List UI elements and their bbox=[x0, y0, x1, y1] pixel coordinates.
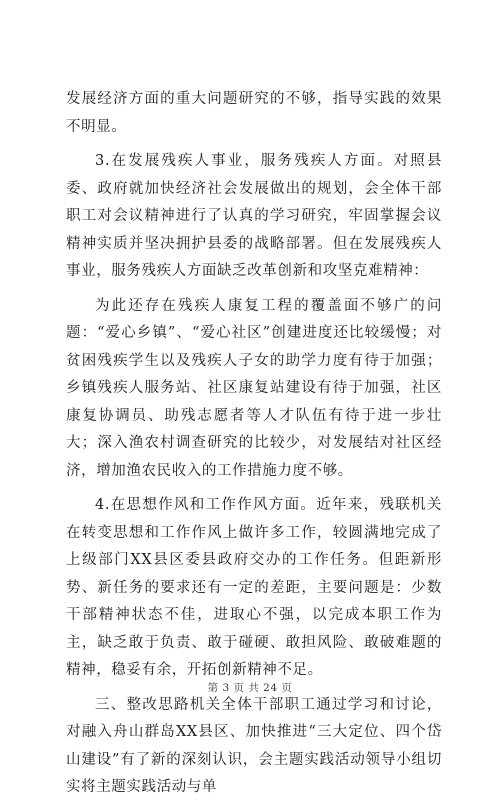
page-footer: 第 3 页 共 24 页 bbox=[207, 682, 293, 694]
paragraph-item-3: 3.在发展残疾人事业，服务残疾人方面。对照县委、政府就加快经济社会发展做出的规划，会全体干部职工对会议精神进行了认真的学习研究，牢固掌握会议精神实质并坚决拥护县委的战略部署。但在发展残疾人事业，服务残疾人方面缺乏改革创新和攻坚克难精神： bbox=[66, 153, 442, 279]
paragraph-item-4: 4.在思想作风和工作作风方面。近年来，残联机关在转变思想和工作作风上做许多工作，较圆满地完成了上级部门XX县区委县政府交办的工作任务。但距新形势、新任务的要求还有一定的差距，主要问题是：少数干部精神状态不佳，进取心不强，以完成本职工作为主，缺乏敢于负责、敢于碰硬、敢担风险、敢破难题的精神，稳妥有余，开拓创新精神不足。 bbox=[66, 497, 442, 678]
document-body bbox=[66, 86, 442, 809]
paragraph-section-3: 三、整改思路机关全体干部职工通过学习和讨论，对融入舟山群岛XX县区、加快推进“三大定位、四个岱山建设”有了新的深刻认识，会主题实践活动领导小组切实将主题实践活动与单 bbox=[66, 696, 442, 795]
paragraph-continuation: 发展经济方面的重大问题研究的不够，指导实践的效果不明显。 bbox=[66, 91, 442, 135]
paragraph-problems: 为此还存在残疾人康复工程的覆盖面不够广的问题：“爱心乡镇”、“爱心社区”创建进度还比较缓慢；对贫困残疾学生以及残疾人子女的助学力度有待于加强；乡镇残疾人服务站、社区康复站建设有待于加强，社区康复协调员、助残志愿者等人才队伍有待于进一步壮大；深入渔农村调查研究的比较少，对发展结对社区经济，增加渔农民收入的工作措施力度不够。 bbox=[66, 297, 442, 479]
